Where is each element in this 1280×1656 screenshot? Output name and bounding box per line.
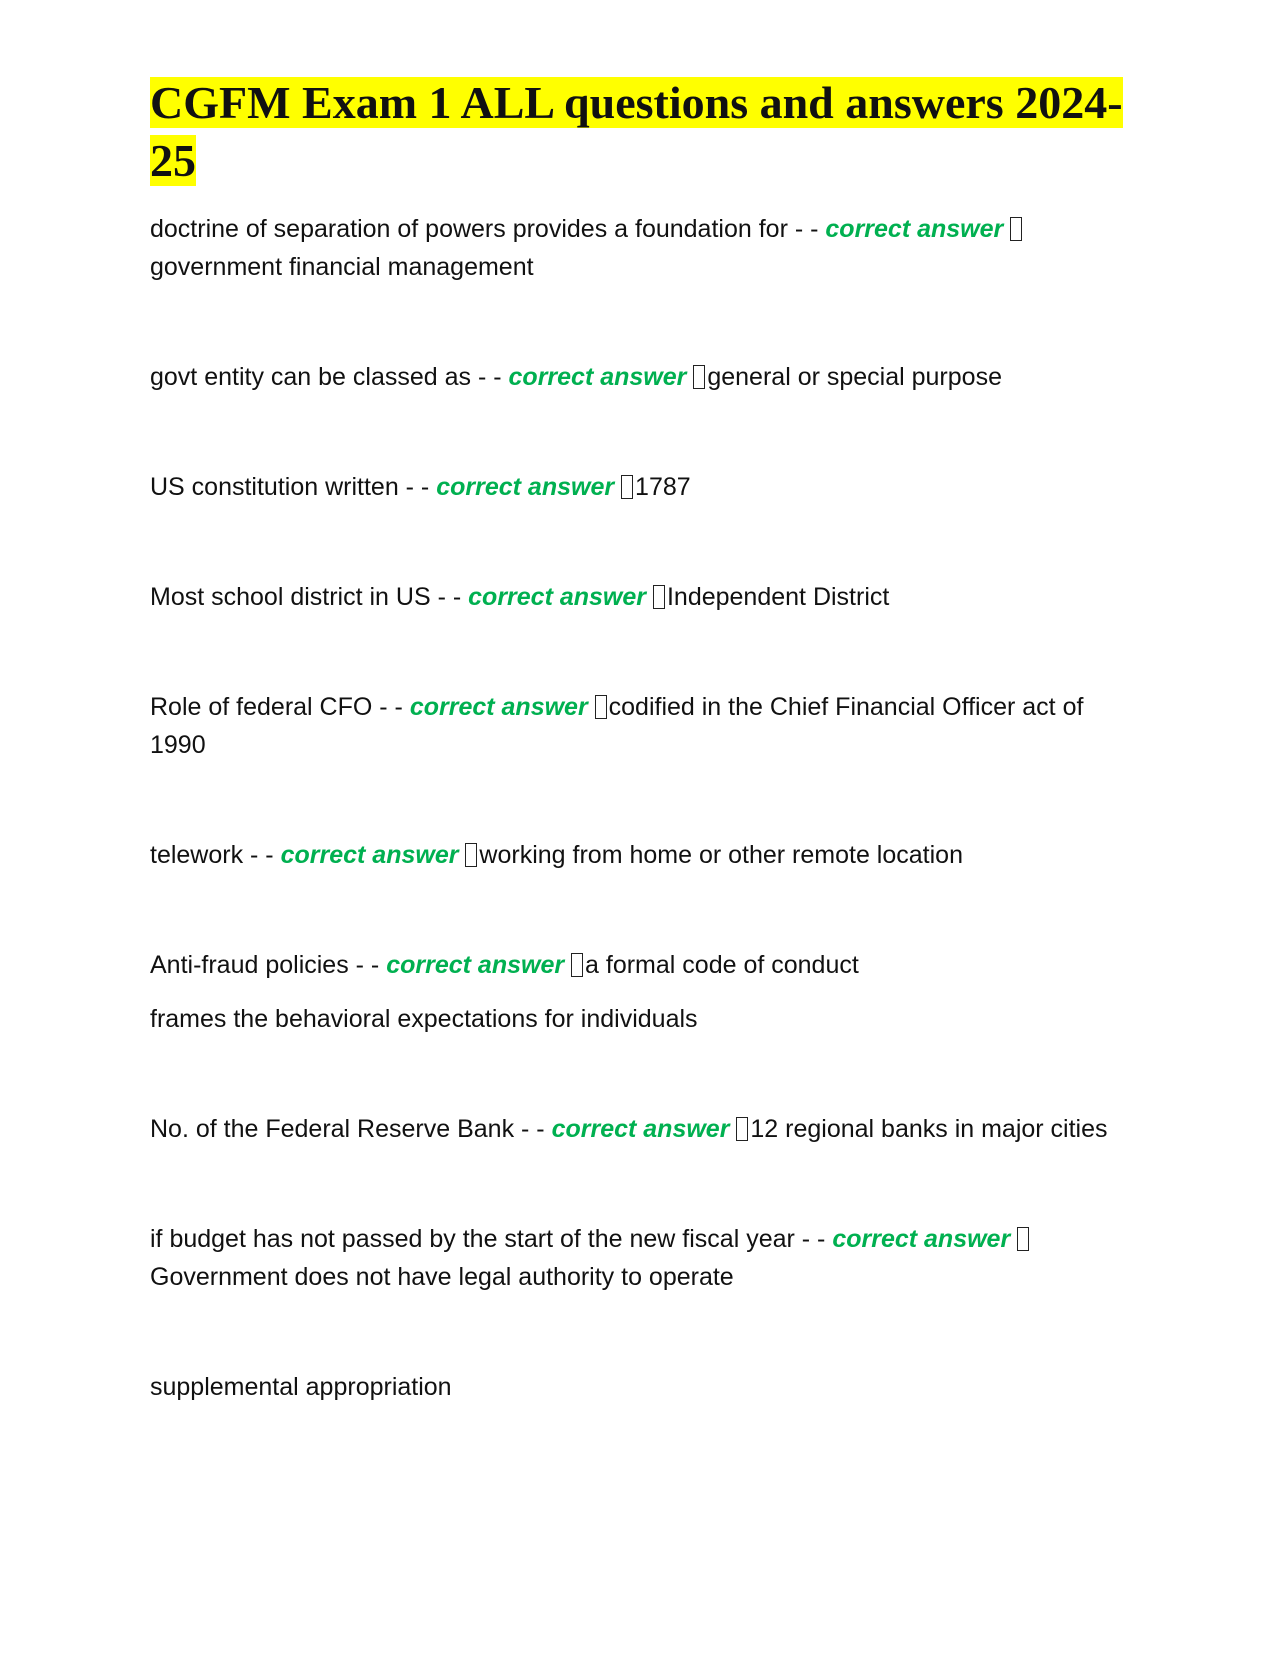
- question-text: No. of the Federal Reserve Bank - -: [150, 1115, 552, 1143]
- answer-text: government financial management: [150, 253, 534, 281]
- question-text: govt entity can be classed as - -: [150, 363, 509, 391]
- answer-text: Independent District: [666, 583, 890, 611]
- answer-label: correct answer: [551, 1115, 730, 1143]
- qa-item: [150, 1110, 1130, 1148]
- question-text: Anti-fraud policies - -: [150, 951, 387, 979]
- answer-label: correct answer: [386, 951, 565, 979]
- answer-continuation: frames the behavioral expectations for individuals: [150, 1005, 698, 1033]
- answer-label: correct answer: [508, 363, 687, 391]
- answer-label: correct answer: [468, 583, 647, 611]
- trailing-paragraph: supplemental appropriation: [150, 1373, 452, 1401]
- question-text: doctrine of separation of powers provides a foundation for - -: [150, 215, 826, 243]
- answer-label: correct answer: [832, 1225, 1011, 1253]
- answer-label: correct answer: [436, 473, 615, 501]
- missing-glyph-icon: [653, 585, 665, 609]
- answer-text: general or special purpose: [707, 363, 1002, 391]
- question-text: Role of federal CFO - -: [150, 693, 410, 721]
- qa-item: [150, 468, 1130, 506]
- question-text: Most school district in US - -: [150, 583, 469, 611]
- answer-text: working from home or other remote location: [479, 841, 963, 869]
- missing-glyph-icon: [595, 695, 607, 719]
- answer-label: correct answer: [409, 693, 588, 721]
- qa-item: [150, 578, 1130, 616]
- missing-glyph-icon: [1017, 1227, 1029, 1251]
- document-page: [150, 74, 1130, 1406]
- qa-item: [150, 358, 1130, 396]
- answer-text: codified in the Chief Financial Officer act of 1990: [150, 693, 1084, 759]
- answer-text: 12 regional banks in major cities: [750, 1115, 1108, 1143]
- missing-glyph-icon: [693, 365, 705, 389]
- question-text: US constitution written - -: [150, 473, 437, 501]
- document-title: [150, 74, 1130, 190]
- qa-item: [150, 946, 1130, 984]
- answer-text: Government does not have legal authority to operate: [150, 1263, 734, 1291]
- answer-label: correct answer: [825, 215, 1004, 243]
- question-text: telework - -: [150, 841, 281, 869]
- missing-glyph-icon: [465, 843, 477, 867]
- qa-item: [150, 210, 1130, 286]
- answer-label: correct answer: [280, 841, 459, 869]
- qa-item: [150, 1220, 1130, 1296]
- missing-glyph-icon: [621, 475, 633, 499]
- missing-glyph-icon: [1010, 217, 1022, 241]
- missing-glyph-icon: [736, 1117, 748, 1141]
- qa-item: [150, 688, 1130, 764]
- answer-text: a formal code of conduct: [585, 951, 859, 979]
- missing-glyph-icon: [571, 953, 583, 977]
- qa-item: [150, 836, 1130, 874]
- answer-text: 1787: [635, 473, 691, 501]
- document-title-text: CGFM Exam 1 ALL questions and answers 2024-25: [150, 77, 1123, 186]
- question-text: if budget has not passed by the start of the new fiscal year - -: [150, 1225, 833, 1253]
